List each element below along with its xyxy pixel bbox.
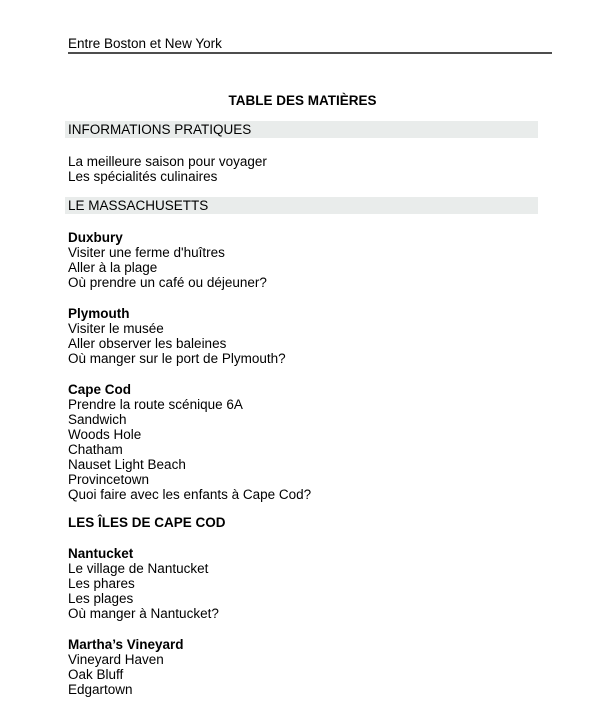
- toc-subheading: Nantucket: [68, 546, 134, 561]
- section-heading: INFORMATIONS PRATIQUES: [65, 121, 538, 138]
- running-header-text: Entre Boston et New York: [68, 36, 222, 51]
- toc-item: Aller à la plage: [68, 260, 158, 275]
- toc-item: Visiter le musée: [68, 321, 164, 336]
- toc-subheading: Duxbury: [68, 230, 123, 245]
- toc-subheading: Plymouth: [68, 306, 130, 321]
- toc-section: [68, 515, 605, 697]
- toc-item: Visiter une ferme d'huîtres: [68, 245, 225, 260]
- document-content: [68, 36, 605, 697]
- toc-group: [68, 637, 605, 697]
- toc-item: Sandwich: [68, 412, 127, 427]
- toc-item: Oak Bluff: [68, 667, 124, 682]
- toc-item: Où manger sur le port de Plymouth?: [68, 351, 286, 366]
- toc-subheading: Martha’s Vineyard: [68, 637, 184, 652]
- toc-item: Chatham: [68, 442, 123, 457]
- section-heading: LE MASSACHUSETTS: [65, 197, 538, 214]
- toc-item: Nauset Light Beach: [68, 457, 186, 472]
- toc-item: Edgartown: [68, 682, 133, 697]
- toc-item: Les spécialités culinaires: [68, 169, 218, 184]
- toc-item: La meilleure saison pour voyager: [68, 154, 267, 169]
- toc-item: Où prendre un café ou déjeuner?: [68, 275, 267, 290]
- toc-item: Où manger à Nantucket?: [68, 606, 219, 621]
- toc-item: Prendre la route scénique 6A: [68, 397, 243, 412]
- table-of-contents: [68, 121, 605, 697]
- toc-item: Les plages: [68, 591, 134, 606]
- toc-item: Le village de Nantucket: [68, 561, 209, 576]
- toc-item: Quoi faire avec les enfants à Cape Cod?: [68, 487, 312, 502]
- toc-group: [68, 306, 605, 366]
- toc-item: Aller observer les baleines: [68, 336, 227, 351]
- toc-item: Woods Hole: [68, 427, 142, 442]
- section-heading: LES ÎLES DE CAPE COD: [68, 515, 226, 530]
- toc-group: [68, 546, 605, 621]
- running-header: [68, 36, 552, 54]
- toc-item: Provincetown: [68, 472, 150, 487]
- toc-group: [68, 154, 605, 184]
- toc-section: [68, 197, 605, 502]
- toc-subheading: Cape Cod: [68, 382, 132, 397]
- toc-item: Les phares: [68, 576, 135, 591]
- toc-section: [68, 121, 605, 184]
- toc-group: [68, 230, 605, 290]
- toc-group: [68, 382, 605, 502]
- toc-item: Vineyard Haven: [68, 652, 164, 667]
- page-title: TABLE DES MATIÈRES: [228, 93, 377, 108]
